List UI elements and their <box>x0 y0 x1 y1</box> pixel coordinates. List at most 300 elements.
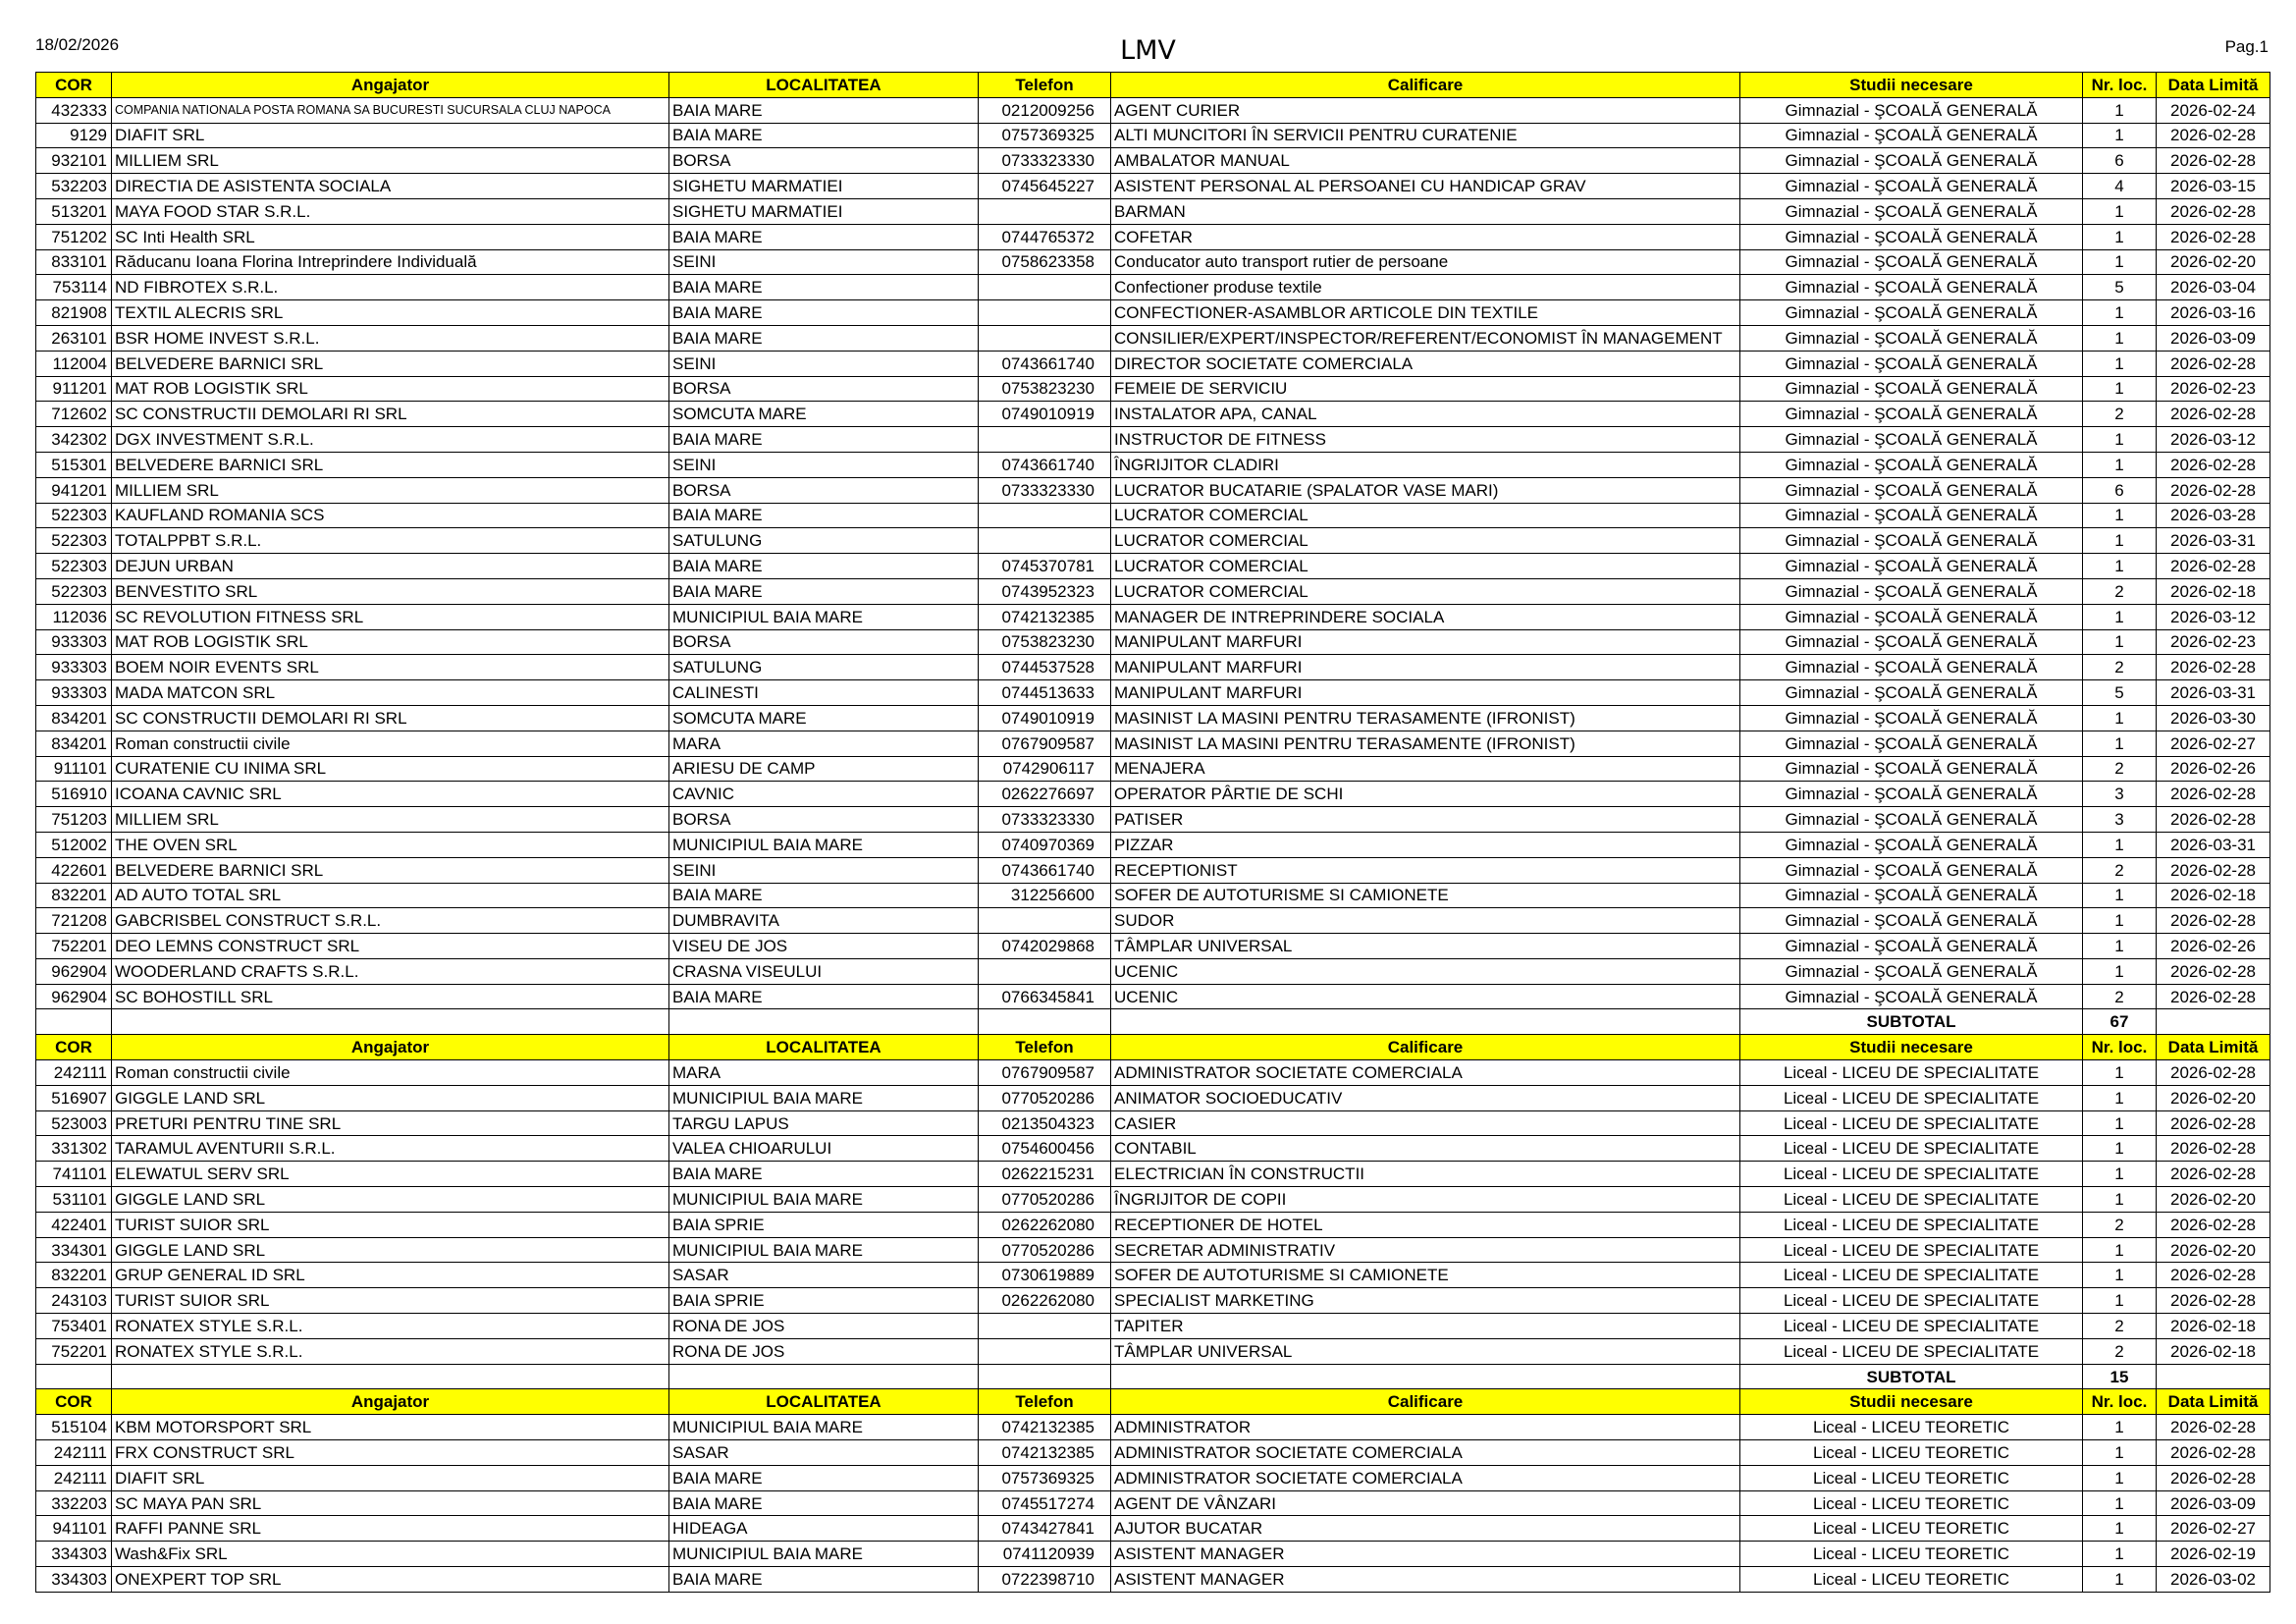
cell-localitate: SASAR <box>669 1440 979 1466</box>
cell-nr: 2 <box>2083 655 2157 680</box>
column-header-row <box>36 1389 2270 1415</box>
cell-telefon: 0754600456 <box>979 1136 1111 1162</box>
cell-data: 2026-02-28 <box>2157 1212 2270 1237</box>
table-row <box>36 578 2270 604</box>
subtotal-label: SUBTOTAL <box>1740 1364 2083 1389</box>
cell-calificare: ASISTENT PERSONAL AL PERSOANEI CU HANDICAP GRAV <box>1111 174 1740 199</box>
cell-studii: Liceal - LICEU TEORETIC <box>1740 1440 2083 1466</box>
cell-calificare: ELECTRICIAN ÎN CONSTRUCTII <box>1111 1162 1740 1187</box>
cell-nr: 1 <box>2083 1415 2157 1440</box>
cell-studii: Gimnazial - ŞCOALĂ GENERALĂ <box>1740 604 2083 629</box>
cell-cor: 834201 <box>36 731 112 756</box>
cell-studii: Liceal - LICEU DE SPECIALITATE <box>1740 1060 2083 1086</box>
cell-calificare: FEMEIE DE SERVICIU <box>1111 376 1740 402</box>
cell-angajator: SC BOHOSTILL SRL <box>112 984 669 1009</box>
cell-localitate: MARA <box>669 1060 979 1086</box>
cell-nr: 3 <box>2083 807 2157 833</box>
table-row <box>36 224 2270 249</box>
table-row <box>36 452 2270 477</box>
cell-calificare: INSTALATOR APA, CANAL <box>1111 402 1740 427</box>
cell-localitate: SIGHETU MARMATIEI <box>669 198 979 224</box>
cell-cor: 334301 <box>36 1237 112 1263</box>
table-row <box>36 1314 2270 1339</box>
table-row <box>36 1085 2270 1110</box>
cell-calificare: AJUTOR BUCATAR <box>1111 1516 1740 1542</box>
cell-data: 2026-03-16 <box>2157 300 2270 326</box>
page-number: Pag.1 <box>2224 37 2269 56</box>
cell-data: 2026-02-24 <box>2157 97 2270 123</box>
cell-cor: 334303 <box>36 1567 112 1593</box>
empty-cell <box>36 1009 112 1035</box>
cell-calificare: UCENIC <box>1111 958 1740 984</box>
cell-telefon <box>979 198 1111 224</box>
table-row <box>36 883 2270 908</box>
cell-data: 2026-02-28 <box>2157 402 2270 427</box>
cell-calificare: UCENIC <box>1111 984 1740 1009</box>
cell-calificare: MANIPULANT MARFURI <box>1111 629 1740 655</box>
table-row <box>36 1516 2270 1542</box>
cell-localitate: BORSA <box>669 629 979 655</box>
column-header-nr: Nr. loc. <box>2083 1389 2157 1415</box>
cell-data: 2026-02-27 <box>2157 1516 2270 1542</box>
cell-calificare: MANAGER DE INTREPRINDERE SOCIALA <box>1111 604 1740 629</box>
cell-nr: 1 <box>2083 1237 2157 1263</box>
cell-angajator: GIGGLE LAND SRL <box>112 1187 669 1213</box>
cell-calificare: LUCRATOR COMERCIAL <box>1111 503 1740 528</box>
subtotal-label: SUBTOTAL <box>1740 1009 2083 1035</box>
cell-angajator: Roman constructii civile <box>112 731 669 756</box>
column-header-nr: Nr. loc. <box>2083 73 2157 98</box>
cell-telefon: 0742906117 <box>979 756 1111 782</box>
cell-angajator: ONEXPERT TOP SRL <box>112 1567 669 1593</box>
column-header-row <box>36 73 2270 98</box>
cell-calificare: CASIER <box>1111 1110 1740 1136</box>
cell-angajator: RAFFI PANNE SRL <box>112 1516 669 1542</box>
cell-angajator: MILLIEM SRL <box>112 148 669 174</box>
table-row <box>36 832 2270 857</box>
table-row <box>36 1440 2270 1466</box>
table-row <box>36 958 2270 984</box>
cell-studii: Liceal - LICEU TEORETIC <box>1740 1415 2083 1440</box>
cell-angajator: Wash&Fix SRL <box>112 1542 669 1567</box>
cell-angajator: GIGGLE LAND SRL <box>112 1085 669 1110</box>
table-row <box>36 148 2270 174</box>
cell-nr: 1 <box>2083 1542 2157 1567</box>
cell-localitate: VALEA CHIOARULUI <box>669 1136 979 1162</box>
cell-cor: 741101 <box>36 1162 112 1187</box>
cell-cor: 422601 <box>36 857 112 883</box>
cell-telefon: 0744513633 <box>979 680 1111 706</box>
cell-telefon <box>979 908 1111 934</box>
empty-cell <box>979 1009 1111 1035</box>
cell-telefon: 0742132385 <box>979 1415 1111 1440</box>
cell-localitate: MUNICIPIUL BAIA MARE <box>669 1187 979 1213</box>
cell-studii: Gimnazial - ŞCOALĂ GENERALĂ <box>1740 528 2083 554</box>
cell-telefon: 0744765372 <box>979 224 1111 249</box>
subtotal-value: 15 <box>2083 1364 2157 1389</box>
cell-angajator: MAYA FOOD STAR S.R.L. <box>112 198 669 224</box>
cell-telefon: 0262262080 <box>979 1288 1111 1314</box>
cell-nr: 1 <box>2083 1465 2157 1490</box>
cell-cor: 332203 <box>36 1490 112 1516</box>
cell-nr: 1 <box>2083 249 2157 275</box>
cell-cor: 513201 <box>36 198 112 224</box>
cell-calificare: ADMINISTRATOR SOCIETATE COMERCIALA <box>1111 1060 1740 1086</box>
cell-studii: Liceal - LICEU DE SPECIALITATE <box>1740 1237 2083 1263</box>
cell-cor: 911201 <box>36 376 112 402</box>
table-row <box>36 1136 2270 1162</box>
table-row <box>36 908 2270 934</box>
cell-calificare: CONTABIL <box>1111 1136 1740 1162</box>
cell-localitate: BAIA MARE <box>669 554 979 579</box>
cell-calificare: AMBALATOR MANUAL <box>1111 148 1740 174</box>
cell-studii: Gimnazial - ŞCOALĂ GENERALĂ <box>1740 300 2083 326</box>
cell-calificare: OPERATOR PÂRTIE DE SCHI <box>1111 782 1740 807</box>
cell-localitate: VISEU DE JOS <box>669 934 979 959</box>
empty-cell <box>112 1364 669 1389</box>
cell-data: 2026-02-20 <box>2157 1085 2270 1110</box>
cell-studii: Liceal - LICEU TEORETIC <box>1740 1567 2083 1593</box>
cell-telefon <box>979 300 1111 326</box>
cell-angajator: COMPANIA NATIONALA POSTA ROMANA SA BUCURESTI SUCURSALA CLUJ NAPOCA <box>112 97 669 123</box>
cell-localitate: MARA <box>669 731 979 756</box>
cell-cor: 512002 <box>36 832 112 857</box>
cell-telefon: 0770520286 <box>979 1237 1111 1263</box>
column-header-calificare: Calificare <box>1111 1389 1740 1415</box>
cell-studii: Gimnazial - ŞCOALĂ GENERALĂ <box>1740 351 2083 376</box>
cell-studii: Gimnazial - ŞCOALĂ GENERALĂ <box>1740 198 2083 224</box>
cell-nr: 1 <box>2083 1263 2157 1288</box>
column-header-studii: Studii necesare <box>1740 73 2083 98</box>
cell-telefon: 0753823230 <box>979 376 1111 402</box>
cell-angajator: DIAFIT SRL <box>112 123 669 148</box>
cell-cor: 515104 <box>36 1415 112 1440</box>
cell-calificare: ASISTENT MANAGER <box>1111 1567 1740 1593</box>
cell-telefon: 0744537528 <box>979 655 1111 680</box>
cell-calificare: SOFER DE AUTOTURISME SI CAMIONETE <box>1111 1263 1740 1288</box>
cell-telefon: 0213504323 <box>979 1110 1111 1136</box>
column-header-data: Data Limită <box>2157 1035 2270 1060</box>
cell-nr: 3 <box>2083 782 2157 807</box>
cell-cor: 516907 <box>36 1085 112 1110</box>
cell-data: 2026-03-28 <box>2157 503 2270 528</box>
cell-angajator: THE OVEN SRL <box>112 832 669 857</box>
cell-telefon: 0733323330 <box>979 807 1111 833</box>
empty-cell <box>1111 1009 1740 1035</box>
cell-data: 2026-02-28 <box>2157 857 2270 883</box>
table-row <box>36 731 2270 756</box>
cell-localitate: MUNICIPIUL BAIA MARE <box>669 832 979 857</box>
cell-studii: Gimnazial - ŞCOALĂ GENERALĂ <box>1740 782 2083 807</box>
cell-data: 2026-02-28 <box>2157 908 2270 934</box>
table-row <box>36 249 2270 275</box>
cell-cor: 522303 <box>36 554 112 579</box>
cell-cor: 933303 <box>36 629 112 655</box>
table-row <box>36 402 2270 427</box>
column-header-nr: Nr. loc. <box>2083 1035 2157 1060</box>
cell-data: 2026-02-27 <box>2157 731 2270 756</box>
cell-nr: 1 <box>2083 325 2157 351</box>
cell-calificare: DIRECTOR SOCIETATE COMERCIALA <box>1111 351 1740 376</box>
cell-studii: Liceal - LICEU DE SPECIALITATE <box>1740 1110 2083 1136</box>
table-row <box>36 174 2270 199</box>
column-header-localitatea: LOCALITATEA <box>669 1035 979 1060</box>
cell-cor: 242111 <box>36 1465 112 1490</box>
cell-localitate: BAIA MARE <box>669 1490 979 1516</box>
cell-calificare: MENAJERA <box>1111 756 1740 782</box>
cell-nr: 1 <box>2083 123 2157 148</box>
cell-studii: Gimnazial - ŞCOALĂ GENERALĂ <box>1740 705 2083 731</box>
cell-nr: 2 <box>2083 756 2157 782</box>
cell-angajator: CURATENIE CU INIMA SRL <box>112 756 669 782</box>
cell-telefon: 0733323330 <box>979 477 1111 503</box>
cell-calificare: MANIPULANT MARFURI <box>1111 655 1740 680</box>
table-row <box>36 1465 2270 1490</box>
cell-data: 2026-02-28 <box>2157 1263 2270 1288</box>
cell-localitate: MUNICIPIUL BAIA MARE <box>669 1542 979 1567</box>
cell-data: 2026-03-31 <box>2157 832 2270 857</box>
column-header-angajator: Angajator <box>112 1035 669 1060</box>
cell-cor: 753114 <box>36 275 112 300</box>
cell-angajator: RONATEX STYLE S.R.L. <box>112 1338 669 1364</box>
cell-data: 2026-02-28 <box>2157 807 2270 833</box>
table-row <box>36 325 2270 351</box>
cell-localitate: CALINESTI <box>669 680 979 706</box>
cell-telefon: 0749010919 <box>979 705 1111 731</box>
cell-calificare: Confectioner produse textile <box>1111 275 1740 300</box>
empty-cell <box>979 1364 1111 1389</box>
cell-cor: 933303 <box>36 655 112 680</box>
cell-cor: 911101 <box>36 756 112 782</box>
cell-localitate: BORSA <box>669 477 979 503</box>
cell-angajator: TARAMUL AVENTURII S.R.L. <box>112 1136 669 1162</box>
cell-data: 2026-03-12 <box>2157 427 2270 453</box>
cell-angajator: KAUFLAND ROMANIA SCS <box>112 503 669 528</box>
cell-angajator: MAT ROB LOGISTIK SRL <box>112 629 669 655</box>
cell-nr: 2 <box>2083 1314 2157 1339</box>
cell-localitate: SOMCUTA MARE <box>669 402 979 427</box>
cell-angajator: WOODERLAND CRAFTS S.R.L. <box>112 958 669 984</box>
cell-calificare: RECEPTIONIST <box>1111 857 1740 883</box>
cell-studii: Gimnazial - ŞCOALĂ GENERALĂ <box>1740 680 2083 706</box>
cell-localitate: CAVNIC <box>669 782 979 807</box>
cell-localitate: BAIA SPRIE <box>669 1288 979 1314</box>
cell-telefon: 0262215231 <box>979 1162 1111 1187</box>
cell-angajator: DIRECTIA DE ASISTENTA SOCIALA <box>112 174 669 199</box>
cell-cor: 752201 <box>36 1338 112 1364</box>
cell-cor: 263101 <box>36 325 112 351</box>
cell-calificare: AGENT CURIER <box>1111 97 1740 123</box>
cell-studii: Gimnazial - ŞCOALĂ GENERALĂ <box>1740 655 2083 680</box>
cell-data: 2026-02-28 <box>2157 554 2270 579</box>
cell-telefon: 0742132385 <box>979 604 1111 629</box>
cell-nr: 1 <box>2083 198 2157 224</box>
cell-localitate: BAIA SPRIE <box>669 1212 979 1237</box>
table-row <box>36 198 2270 224</box>
cell-localitate: DUMBRAVITA <box>669 908 979 934</box>
column-header-telefon: Telefon <box>979 1389 1111 1415</box>
cell-nr: 1 <box>2083 1516 2157 1542</box>
cell-cor: 833101 <box>36 249 112 275</box>
cell-telefon: 0743952323 <box>979 578 1111 604</box>
cell-localitate: SASAR <box>669 1263 979 1288</box>
table-row <box>36 351 2270 376</box>
cell-localitate: BORSA <box>669 376 979 402</box>
cell-localitate: BAIA MARE <box>669 97 979 123</box>
cell-nr: 1 <box>2083 503 2157 528</box>
cell-cor: 523003 <box>36 1110 112 1136</box>
cell-angajator: MILLIEM SRL <box>112 477 669 503</box>
column-header-telefon: Telefon <box>979 73 1111 98</box>
cell-nr: 1 <box>2083 528 2157 554</box>
cell-cor: 832201 <box>36 1263 112 1288</box>
cell-localitate: BAIA MARE <box>669 1162 979 1187</box>
cell-localitate: MUNICIPIUL BAIA MARE <box>669 1085 979 1110</box>
cell-studii: Gimnazial - ŞCOALĂ GENERALĂ <box>1740 376 2083 402</box>
table-row <box>36 1237 2270 1263</box>
cell-telefon: 0770520286 <box>979 1187 1111 1213</box>
cell-calificare: CONFECTIONER-ASAMBLOR ARTICOLE DIN TEXTILE <box>1111 300 1740 326</box>
cell-angajator: ELEWATUL SERV SRL <box>112 1162 669 1187</box>
cell-nr: 1 <box>2083 958 2157 984</box>
cell-studii: Gimnazial - ŞCOALĂ GENERALĂ <box>1740 807 2083 833</box>
cell-studii: Gimnazial - ŞCOALĂ GENERALĂ <box>1740 958 2083 984</box>
cell-data: 2026-02-28 <box>2157 782 2270 807</box>
table-row <box>36 1338 2270 1364</box>
cell-data: 2026-02-28 <box>2157 452 2270 477</box>
cell-telefon: 0743427841 <box>979 1516 1111 1542</box>
cell-cor: 821908 <box>36 300 112 326</box>
cell-angajator: SC REVOLUTION FITNESS SRL <box>112 604 669 629</box>
cell-localitate: TARGU LAPUS <box>669 1110 979 1136</box>
cell-nr: 1 <box>2083 224 2157 249</box>
cell-nr: 2 <box>2083 1338 2157 1364</box>
table-row <box>36 807 2270 833</box>
cell-studii: Gimnazial - ŞCOALĂ GENERALĂ <box>1740 908 2083 934</box>
cell-angajator: SC CONSTRUCTII DEMOLARI RI SRL <box>112 705 669 731</box>
cell-nr: 1 <box>2083 97 2157 123</box>
cell-nr: 1 <box>2083 1162 2157 1187</box>
cell-data: 2026-02-28 <box>2157 958 2270 984</box>
cell-cor: 532203 <box>36 174 112 199</box>
cell-nr: 6 <box>2083 148 2157 174</box>
cell-telefon: 0740970369 <box>979 832 1111 857</box>
cell-studii: Liceal - LICEU DE SPECIALITATE <box>1740 1314 2083 1339</box>
cell-nr: 4 <box>2083 174 2157 199</box>
cell-studii: Gimnazial - ŞCOALĂ GENERALĂ <box>1740 224 2083 249</box>
cell-studii: Gimnazial - ŞCOALĂ GENERALĂ <box>1740 934 2083 959</box>
column-header-data: Data Limită <box>2157 1389 2270 1415</box>
table-row <box>36 934 2270 959</box>
cell-studii: Gimnazial - ŞCOALĂ GENERALĂ <box>1740 452 2083 477</box>
cell-nr: 1 <box>2083 705 2157 731</box>
cell-nr: 1 <box>2083 1110 2157 1136</box>
cell-telefon: 0767909587 <box>979 1060 1111 1086</box>
table-row <box>36 857 2270 883</box>
cell-cor: 753401 <box>36 1314 112 1339</box>
cell-telefon: 0749010919 <box>979 402 1111 427</box>
cell-nr: 1 <box>2083 832 2157 857</box>
cell-studii: Gimnazial - ŞCOALĂ GENERALĂ <box>1740 984 2083 1009</box>
cell-studii: Gimnazial - ŞCOALĂ GENERALĂ <box>1740 731 2083 756</box>
empty-cell <box>2157 1009 2270 1035</box>
table-row <box>36 1060 2270 1086</box>
table-row <box>36 376 2270 402</box>
cell-data: 2026-03-12 <box>2157 604 2270 629</box>
cell-calificare: TAPITER <box>1111 1314 1740 1339</box>
cell-data: 2026-02-28 <box>2157 1288 2270 1314</box>
report-title: LMV <box>1120 35 1176 66</box>
table-row <box>36 97 2270 123</box>
cell-nr: 6 <box>2083 477 2157 503</box>
cell-angajator: DGX INVESTMENT S.R.L. <box>112 427 669 453</box>
cell-angajator: MILLIEM SRL <box>112 807 669 833</box>
cell-angajator: TURIST SUIOR SRL <box>112 1212 669 1237</box>
cell-calificare: SOFER DE AUTOTURISME SI CAMIONETE <box>1111 883 1740 908</box>
cell-data: 2026-03-04 <box>2157 275 2270 300</box>
cell-telefon <box>979 503 1111 528</box>
cell-nr: 1 <box>2083 1085 2157 1110</box>
cell-cor: 962904 <box>36 984 112 1009</box>
cell-data: 2026-02-28 <box>2157 1110 2270 1136</box>
cell-telefon <box>979 325 1111 351</box>
table-row <box>36 655 2270 680</box>
cell-studii: Liceal - LICEU DE SPECIALITATE <box>1740 1162 2083 1187</box>
column-header-cor: COR <box>36 1389 112 1415</box>
table-row <box>36 1415 2270 1440</box>
table-row <box>36 1567 2270 1593</box>
cell-angajator: TURIST SUIOR SRL <box>112 1288 669 1314</box>
cell-localitate: BAIA MARE <box>669 503 979 528</box>
cell-data: 2026-03-09 <box>2157 325 2270 351</box>
cell-studii: Gimnazial - ŞCOALĂ GENERALĂ <box>1740 174 2083 199</box>
cell-telefon: 0766345841 <box>979 984 1111 1009</box>
cell-data: 2026-02-20 <box>2157 1237 2270 1263</box>
cell-data: 2026-02-28 <box>2157 1415 2270 1440</box>
cell-cor: 522303 <box>36 528 112 554</box>
cell-angajator: RONATEX STYLE S.R.L. <box>112 1314 669 1339</box>
cell-telefon: 0753823230 <box>979 629 1111 655</box>
table-row <box>36 705 2270 731</box>
cell-telefon: 0757369325 <box>979 1465 1111 1490</box>
cell-angajator: MAT ROB LOGISTIK SRL <box>112 376 669 402</box>
cell-calificare: LUCRATOR BUCATARIE (SPALATOR VASE MARI) <box>1111 477 1740 503</box>
cell-calificare: ALTI MUNCITORI ÎN SERVICII PENTRU CURATENIE <box>1111 123 1740 148</box>
cell-localitate: BAIA MARE <box>669 984 979 1009</box>
cell-localitate: BORSA <box>669 148 979 174</box>
cell-angajator: GIGGLE LAND SRL <box>112 1237 669 1263</box>
cell-studii: Liceal - LICEU TEORETIC <box>1740 1542 2083 1567</box>
table-row <box>36 984 2270 1009</box>
cell-calificare: RECEPTIONER DE HOTEL <box>1111 1212 1740 1237</box>
table-row <box>36 604 2270 629</box>
cell-localitate: SIGHETU MARMATIEI <box>669 174 979 199</box>
cell-localitate: SATULUNG <box>669 655 979 680</box>
cell-nr: 2 <box>2083 1212 2157 1237</box>
column-header-cor: COR <box>36 1035 112 1060</box>
cell-nr: 1 <box>2083 300 2157 326</box>
cell-telefon: 0742029868 <box>979 934 1111 959</box>
cell-calificare: ÎNGRIJITOR CLADIRI <box>1111 452 1740 477</box>
cell-angajator: BOEM NOIR EVENTS SRL <box>112 655 669 680</box>
cell-studii: Gimnazial - ŞCOALĂ GENERALĂ <box>1740 325 2083 351</box>
cell-telefon <box>979 275 1111 300</box>
cell-localitate: MUNICIPIUL BAIA MARE <box>669 1237 979 1263</box>
cell-studii: Liceal - LICEU DE SPECIALITATE <box>1740 1263 2083 1288</box>
cell-nr: 2 <box>2083 578 2157 604</box>
cell-angajator: ND FIBROTEX S.R.L. <box>112 275 669 300</box>
table-row <box>36 1490 2270 1516</box>
